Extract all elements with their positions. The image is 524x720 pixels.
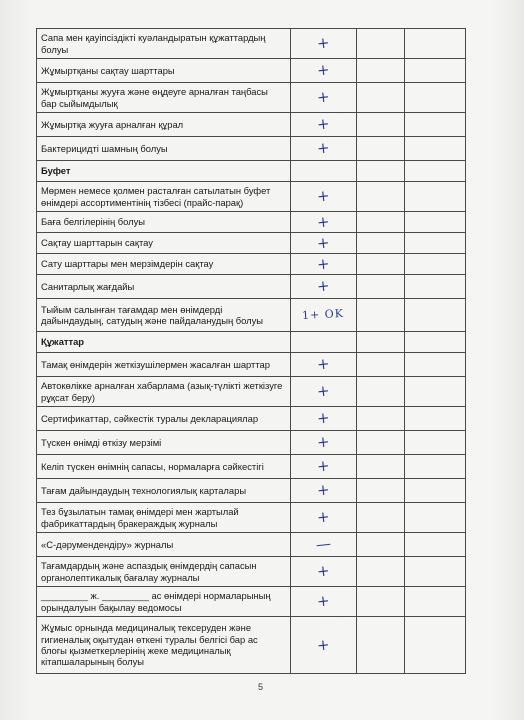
empty-cell [405, 377, 466, 407]
checklist-body [37, 29, 466, 674]
empty-cell [405, 275, 466, 299]
empty-cell [405, 587, 466, 617]
page-number: 5 [258, 682, 264, 692]
empty-cell [357, 617, 405, 674]
handwritten-mark: + [316, 87, 331, 107]
compliance-cell [290, 455, 357, 479]
empty-cell [405, 557, 466, 587]
checklist-row [37, 182, 466, 212]
empty-cell [405, 29, 466, 59]
empty-cell [357, 29, 405, 59]
handwritten-mark: + [316, 138, 331, 158]
compliance-cell [290, 137, 357, 161]
criterion-text: Келіп түскен өнімнің сапасы, нормаларға сәйкестігі [37, 455, 291, 479]
compliance-cell [290, 113, 357, 137]
checklist-row [37, 455, 466, 479]
checklist-row [37, 587, 466, 617]
compliance-cell [290, 407, 357, 431]
handwritten-mark: + [316, 354, 331, 374]
empty-cell [405, 332, 466, 353]
checklist-row [37, 533, 466, 557]
compliance-cell [290, 353, 357, 377]
section-header-row [37, 332, 466, 353]
handwritten-mark: + [316, 480, 331, 500]
handwritten-mark: + [316, 561, 331, 581]
empty-cell [405, 83, 466, 113]
criterion-text: Тағам дайындаудың технологиялық карталары [37, 479, 291, 503]
empty-cell [405, 431, 466, 455]
checklist-row [37, 353, 466, 377]
criterion-text: Тамақ өнімдерін жеткізушілермен жасалған шарттар [37, 353, 291, 377]
compliance-cell [290, 254, 357, 275]
compliance-cell [290, 275, 357, 299]
empty-cell [357, 137, 405, 161]
compliance-cell [290, 233, 357, 254]
empty-cell [405, 455, 466, 479]
checklist-row [37, 212, 466, 233]
criterion-text: Санитарлық жағдайы [37, 275, 291, 299]
empty-cell [405, 182, 466, 212]
handwritten-mark: + [316, 456, 331, 476]
compliance-cell [290, 83, 357, 113]
checklist-row [37, 299, 466, 332]
compliance-cell [290, 503, 357, 533]
section-title: Буфет [37, 161, 291, 182]
criterion-text: Мөрмен немесе қолмен расталған сатылатын буфет өнімдері ассортиментінің тізбесі (прайс-парақ) [37, 182, 291, 212]
handwritten-mark: + [316, 114, 331, 134]
handwritten-mark: + [316, 233, 331, 253]
handwritten-mark: + [316, 408, 331, 428]
empty-cell [405, 212, 466, 233]
handwritten-mark: — [314, 534, 332, 555]
empty-cell [357, 407, 405, 431]
criterion-text: Бактерицидті шамның болуы [37, 137, 291, 161]
empty-cell [357, 113, 405, 137]
empty-cell [357, 557, 405, 587]
compliance-cell [290, 377, 357, 407]
criterion-text: Сақтау шарттарын сақтау [37, 233, 291, 254]
checklist-row [37, 557, 466, 587]
handwritten-mark: + [316, 254, 331, 274]
checklist-row [37, 29, 466, 59]
empty-cell [357, 587, 405, 617]
criterion-text: Автокөлікке арналған хабарлама (азық-түлікті жеткізуге рұқсат беру) [37, 377, 291, 407]
empty-cell [357, 332, 405, 353]
criterion-text: Сертификаттар, сәйкестік туралы декларациялар [37, 407, 291, 431]
compliance-cell [290, 212, 357, 233]
checklist-table [36, 28, 466, 674]
handwritten-mark: 1+ OK [302, 307, 345, 323]
criterion-text: Жұмыртқаны жууға және өңдеуге арналған таңбасы бар сыйымдылық [37, 83, 291, 113]
empty-cell [405, 533, 466, 557]
compliance-cell [290, 479, 357, 503]
empty-cell [357, 353, 405, 377]
compliance-cell [290, 533, 357, 557]
checklist-row [37, 137, 466, 161]
compliance-cell [290, 587, 357, 617]
empty-cell [405, 503, 466, 533]
handwritten-mark: + [316, 432, 331, 452]
criterion-text: «С-дәрумендендіру» журналы [37, 533, 291, 557]
compliance-cell [290, 182, 357, 212]
empty-cell [405, 299, 466, 332]
handwritten-mark: + [316, 381, 331, 401]
checklist-row [37, 407, 466, 431]
handwritten-mark: + [316, 635, 331, 655]
criterion-text: Жұмыс орнында медициналық тексеруден және гигиеналық оқытудан өткені туралы белгісі бар ас блогы қызметкерлерінің жеке медициналық кітапшаларының болуы [37, 617, 291, 674]
criterion-text: Баға белгілерінің болуы [37, 212, 291, 233]
empty-cell [405, 137, 466, 161]
criterion-text: Тез бұзылатын тамақ өнімдері мен жартылай фабрикаттардың бракераждық журналы [37, 503, 291, 533]
empty-cell [405, 407, 466, 431]
empty-cell [357, 161, 405, 182]
empty-cell [405, 617, 466, 674]
empty-cell [357, 83, 405, 113]
empty-cell [357, 212, 405, 233]
handwritten-mark: + [316, 33, 331, 53]
checklist-row [37, 617, 466, 674]
section-header-row [37, 161, 466, 182]
handwritten-mark: + [316, 186, 331, 206]
empty-cell [405, 233, 466, 254]
empty-cell [357, 377, 405, 407]
section-title: Құжаттар [37, 332, 291, 353]
checklist-row [37, 275, 466, 299]
checklist-row [37, 503, 466, 533]
criterion-text: Жұмыртқа жууға арналған құрал [37, 113, 291, 137]
empty-cell [405, 353, 466, 377]
criterion-text: _________ ж. _________ ас өнімдері нормаларының орындалуын бақылау ведомосы [37, 587, 291, 617]
checklist-row [37, 254, 466, 275]
checklist-row [37, 113, 466, 137]
criterion-text: Сапа мен қауіпсіздікті куәландыратын құжаттардың болуы [37, 29, 291, 59]
empty-cell [357, 182, 405, 212]
checklist-row [37, 83, 466, 113]
handwritten-mark: + [316, 591, 331, 611]
compliance-cell [290, 332, 357, 353]
empty-cell [357, 59, 405, 83]
checklist-row [37, 59, 466, 83]
compliance-cell [290, 431, 357, 455]
handwritten-mark: + [316, 276, 331, 296]
criterion-text: Жұмыртқаны сақтау шарттары [37, 59, 291, 83]
handwritten-mark: + [316, 507, 331, 527]
compliance-cell [290, 557, 357, 587]
empty-cell [357, 503, 405, 533]
empty-cell [357, 479, 405, 503]
empty-cell [357, 431, 405, 455]
empty-cell [357, 275, 405, 299]
criterion-text: Түскен өнімді өткізу мерзімі [37, 431, 291, 455]
compliance-cell [290, 299, 357, 332]
handwritten-mark: + [316, 212, 331, 232]
empty-cell [357, 233, 405, 254]
compliance-cell [290, 29, 357, 59]
handwritten-mark: + [316, 60, 331, 80]
empty-cell [405, 113, 466, 137]
empty-cell [405, 161, 466, 182]
empty-cell [405, 59, 466, 83]
empty-cell [405, 479, 466, 503]
criterion-text: Сату шарттары мен мерзімдерін сақтау [37, 254, 291, 275]
checklist-row [37, 479, 466, 503]
empty-cell [357, 254, 405, 275]
empty-cell [357, 455, 405, 479]
criterion-text: Тыйым салынған тағамдар мен өнімдерді дайындаудың, сатудың және пайдаланудың болуы [37, 299, 291, 332]
compliance-cell [290, 617, 357, 674]
criterion-text: Тағамдардың және аспаздық өнімдердің сапасын органолептикалық бағалау журналы [37, 557, 291, 587]
compliance-cell [290, 59, 357, 83]
empty-cell [357, 533, 405, 557]
compliance-cell [290, 161, 357, 182]
empty-cell [357, 299, 405, 332]
checklist-row [37, 233, 466, 254]
empty-cell [405, 254, 466, 275]
checklist-row [37, 431, 466, 455]
checklist-row [37, 377, 466, 407]
